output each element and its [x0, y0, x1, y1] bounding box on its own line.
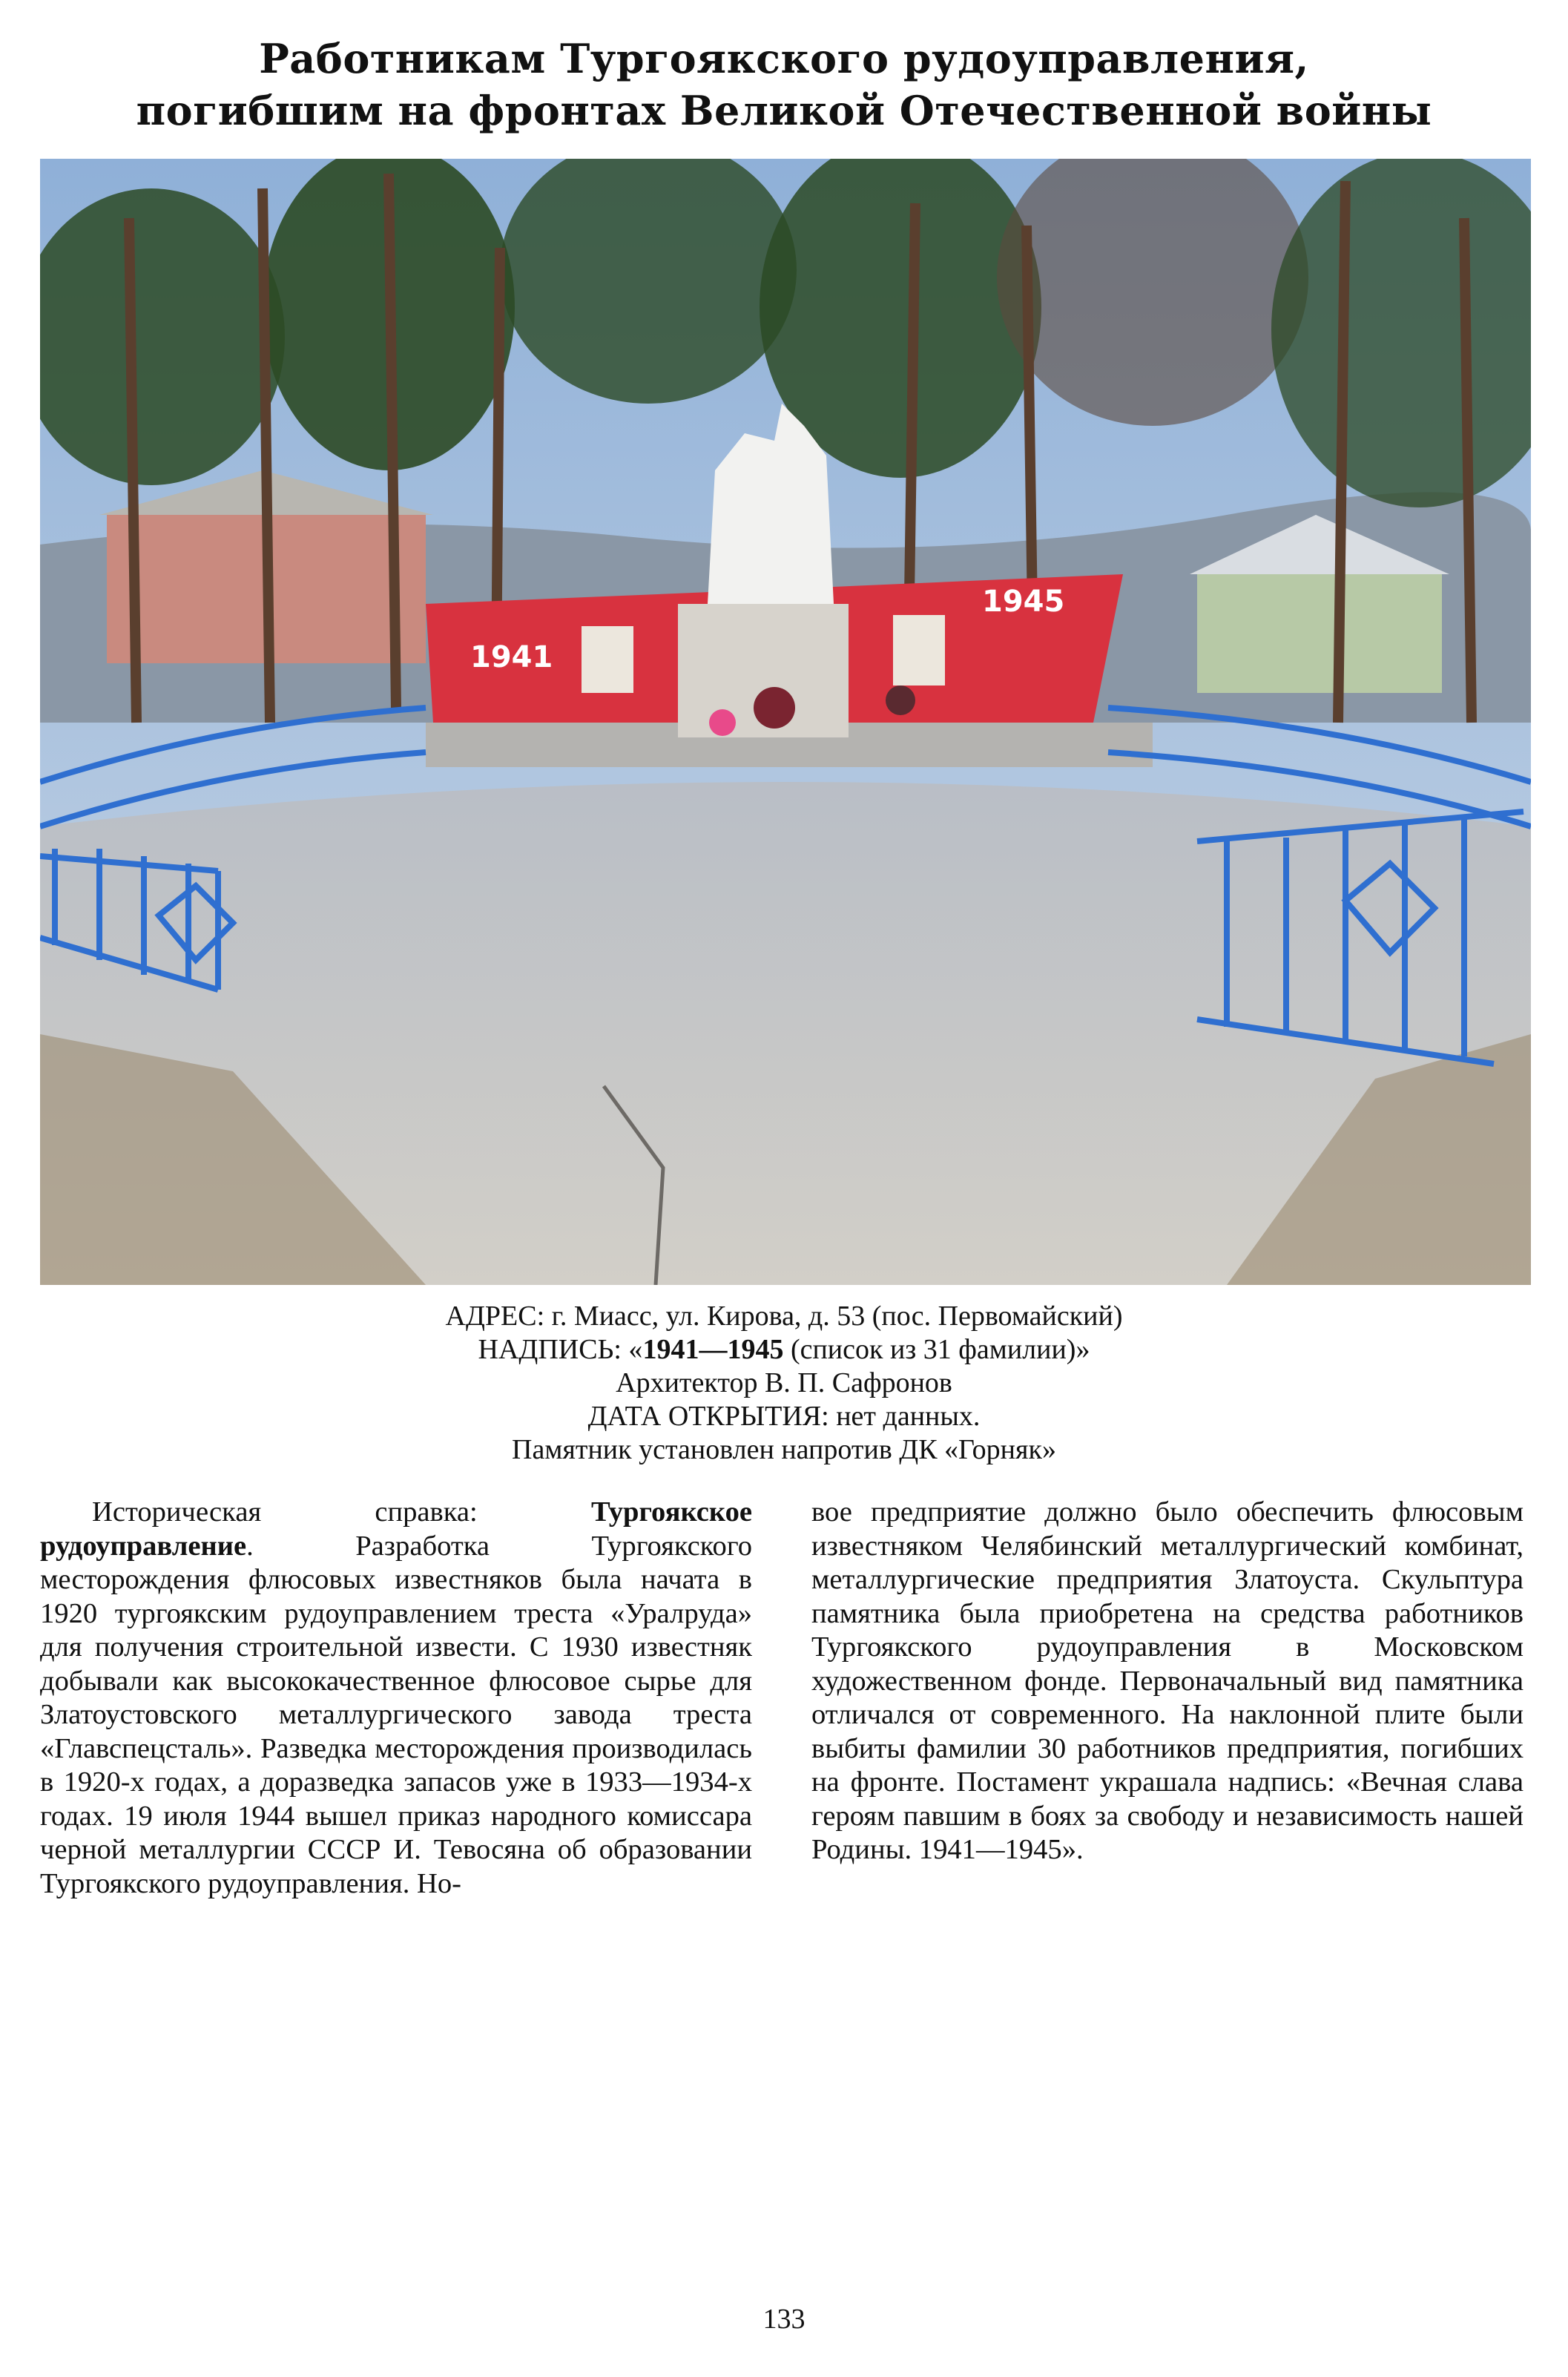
plaque-right	[893, 615, 945, 686]
caption-opening-date: ДАТА ОТКРЫТИЯ: нет данных.	[587, 1401, 981, 1432]
title-line-1: Работникам Тургоякского рудоуправления,	[259, 35, 1309, 82]
article-column-left	[40, 1496, 752, 1901]
memorial-photo	[40, 159, 1531, 1285]
article-paragraph-right: вое предприятие должно было обеспечить флюсовым известняком Челябинский металлургический комбинат, металлургические предприятия Златоуста. Скульптура памятника была приобретена на средства работников Тургоякского рудоуправления в Московском художественном фонде. Первоначальный вид памятника отличался от современного. На наклонной плите были выбиты фамилии 30 работников предприятия, погибших на фронте. Постамент украшала надпись: «Вечная слава героям павшим в боях за свободу и независимость нашей Родины. 1941—1945».	[811, 1496, 1523, 1865]
photo-caption	[0, 1300, 1568, 1467]
inscription-years: 1941—1945	[642, 1334, 784, 1365]
caption-inscription: НАДПИСЬ: «1941—1945 (список из 31 фамилии)»	[478, 1334, 1090, 1365]
page-number: 133	[762, 2304, 806, 2335]
page-title	[0, 33, 1568, 137]
article-column-right	[811, 1496, 1523, 1867]
title-line-2: погибшим на фронтах Великой Отечественной войны	[136, 87, 1432, 134]
building-right	[1197, 574, 1442, 693]
wall-year-left: 1941	[470, 640, 553, 674]
caption-architect: Архитектор В. П. Сафронов	[616, 1367, 952, 1398]
article-subject: Тургоякское рудоуправление	[40, 1496, 752, 1562]
flowers-right	[886, 686, 915, 715]
plaque-left	[582, 626, 633, 693]
wall-year-right: 1945	[982, 585, 1065, 619]
caption-address: АДРЕС: г. Миасс, ул. Кирова, д. 53 (пос. Первомайский)	[445, 1301, 1123, 1332]
caption-location-note: Памятник установлен напротив ДК «Горняк»	[512, 1434, 1056, 1465]
flowers-left	[709, 709, 736, 736]
wreath	[754, 687, 795, 729]
article-paragraph-left: Историческая справка: Тургоякское рудоуправление. Разработка Тургоякского месторождения флюсовых известняков была начата в 1920 тургоякским рудоуправлением треста «Уралруда» для получения строительной извести. С 1930 известняк добывали как высококачественное флюсовое сырье для Златоустовского металлургического завода треста «Главспецсталь». Разведка месторождения производилась в 1920-х годах, а доразведка запасов уже в 1933—1934-х годах. 19 июля 1944 вышел приказ народного комиссара черной металлургии СССР И. Тевосяна об образовании Тургоякского рудоуправления. Но-	[40, 1496, 752, 1899]
